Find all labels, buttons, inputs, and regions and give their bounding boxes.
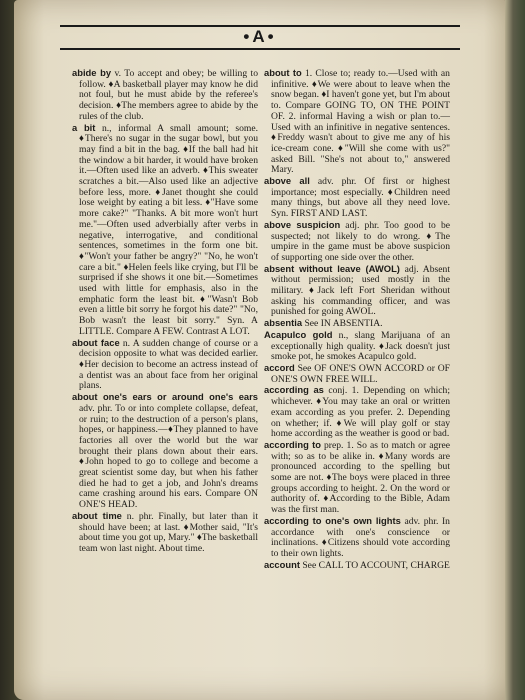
dictionary-entry bbox=[72, 68, 258, 123]
dictionary-entry bbox=[264, 440, 450, 516]
dictionary-entry bbox=[264, 560, 450, 572]
dictionary-entry bbox=[264, 516, 450, 560]
headword: about to bbox=[264, 67, 302, 78]
headword: absentia bbox=[264, 317, 303, 329]
definition: n., informal A small amount; some. ♦There's no sugar in the sugar bowl, but you may find a bit in the bag. ♦If the ball had hit the window a bit harder, it would have broken it.—Often used like an adverb. ♦This sweater scratches a bit.—Also used like an adjective before less, more. ♦Janet thought she could lose weight by eating a bit less. ♦"Have some more cake?" "Thanks. A bit more won't hurt me."—Often used adverbially after verbs in negative, interrogative, and conditional sentences, sometimes in the form one bit. ♦"Won't your father be angry?" "No, he won't care a bit." ♦Helen feels like crying, but I'll be surprised if she shows it one bit.—Sometimes used with little for emphasis, also in the emphatic form the least bit. ♦"Wasn't Bob even a little bit sorry he forgot his date?" "No, Bob wasn't the least bit sorry." Syn. A LITTLE. Compare A FEW. Contrast A LOT. bbox=[79, 122, 259, 337]
left-column bbox=[72, 68, 258, 555]
dictionary-entry bbox=[264, 330, 450, 363]
definition: conj. 1. Depending on which; whichever. ♦You may take an oral or written exam according as you prefer. 2. Depending on whether; if. ♦We will play golf or stay home according as the weather is good or bad. bbox=[271, 385, 451, 440]
definition: v. To accept and obey; be willing to follow. ♦A basketball player may know he did not foul, but he must abide by the referee's decision. ♦The members agree to abide by the rules of the club. bbox=[79, 68, 259, 122]
dictionary-entry bbox=[72, 511, 258, 555]
dictionary-entry bbox=[72, 123, 258, 338]
headword: about one's ears or around one's ears bbox=[72, 391, 258, 403]
headword: account bbox=[264, 558, 300, 570]
right-column bbox=[264, 68, 450, 571]
dictionary-entry bbox=[264, 264, 450, 319]
dictionary-entry bbox=[264, 385, 450, 440]
definition: 1. Close to; ready to.—Used with an infinitive. ♦We were about to leave when the snow began. ♦I haven't gone yet, but I'm about to. Compare GOING TO, ON THE POINT OF. 2. informal Having a wish or plan to.—Used with an infinitive in negative sentences. ♦Freddy wasn't about to give me any of his ice-cream cone. ♦"Will she come with us?" asked Bill. "She's not about to," answered Mary. bbox=[271, 68, 450, 176]
headword: a bit bbox=[72, 121, 96, 133]
headword: above suspicion bbox=[264, 218, 341, 230]
headword: absent without leave (AWOL) bbox=[264, 262, 400, 274]
definition: n. phr. Finally, but later than it should have been; at last. ♦Mother said, "It's about time you got up, Mary." ♦The basketball team won last night. About time. bbox=[79, 510, 259, 554]
headword: according as bbox=[264, 384, 324, 396]
headword: about time bbox=[72, 509, 122, 521]
section-letter: •A• bbox=[243, 27, 277, 46]
dictionary-entry bbox=[264, 363, 450, 385]
definition: See IN ABSENTIA. bbox=[302, 318, 383, 330]
definition: adv. phr. In accordance with one's conscience or inclinations. ♦Citizens should vote according to their own lights. bbox=[271, 515, 450, 559]
headword: according to bbox=[264, 438, 321, 450]
headword: accord bbox=[264, 361, 295, 373]
headword: above all bbox=[264, 175, 310, 187]
definition: See CALL TO ACCOUNT, CHARGE bbox=[299, 559, 450, 571]
headword: according to one's own lights bbox=[264, 514, 401, 526]
definition: See OF ONE'S OWN ACCORD or OF ONE'S OWN FREE WILL. bbox=[271, 362, 450, 385]
definition: adj. phr. Too good to be suspected; not likely to do wrong. ♦The umpire in the game must be above suspicion of supporting one side over the other. bbox=[271, 219, 450, 263]
page-edge bbox=[505, 0, 525, 700]
page-header bbox=[60, 22, 460, 52]
dictionary-entry bbox=[264, 68, 450, 176]
headword: Acapulco gold bbox=[264, 328, 333, 340]
headword: about face bbox=[72, 336, 120, 348]
headword: abide by bbox=[72, 67, 112, 78]
definition: adv. phr. Of first or highest importance; most especially. ♦Children need many things, but above all they need love. Syn. FIRST AND LAST. bbox=[271, 176, 450, 220]
dictionary-entry bbox=[72, 338, 258, 393]
definition: adj. Absent without permission; used mostly in the military. ♦Jack left Fort Sheridan without asking his commanding officer, and was punished for going AWOL. bbox=[271, 263, 450, 318]
dictionary-entry bbox=[264, 220, 450, 264]
definition: n. A sudden change of course or a decision opposite to what was decided earlier. ♦Her decision to become an actress instead of a dentist was an about face from her original plans. bbox=[79, 337, 258, 392]
header-bottom-rule bbox=[60, 48, 460, 50]
definition: adv. phr. To or into complete collapse, defeat, or ruin; to the destruction of a person's plans, hopes, or happiness.—♦They planned to have factories all over the world but the war brought their plans down about their ears. ♦John hoped to go to college and become a great scientist some day, but when his father died he had to get a job, and John's dreams came crashing around his ears. Compare ON ONE'S HEAD. bbox=[79, 402, 258, 511]
definition: prep. 1. So as to match or agree with; so as to be alike in. ♦Many words are pronounced according to the spelling but some are not. ♦The boys were placed in three groups according to height. 2. On the word or authority of. ♦According to the Bible, Adam was the first man. bbox=[271, 439, 450, 516]
dictionary-entry bbox=[264, 176, 450, 220]
definition: n., slang Marijuana of an exceptionally high quality. ♦Jack doesn't just smoke pot, he smokes Acapulco gold. bbox=[271, 329, 450, 363]
dictionary-entry bbox=[72, 392, 258, 511]
